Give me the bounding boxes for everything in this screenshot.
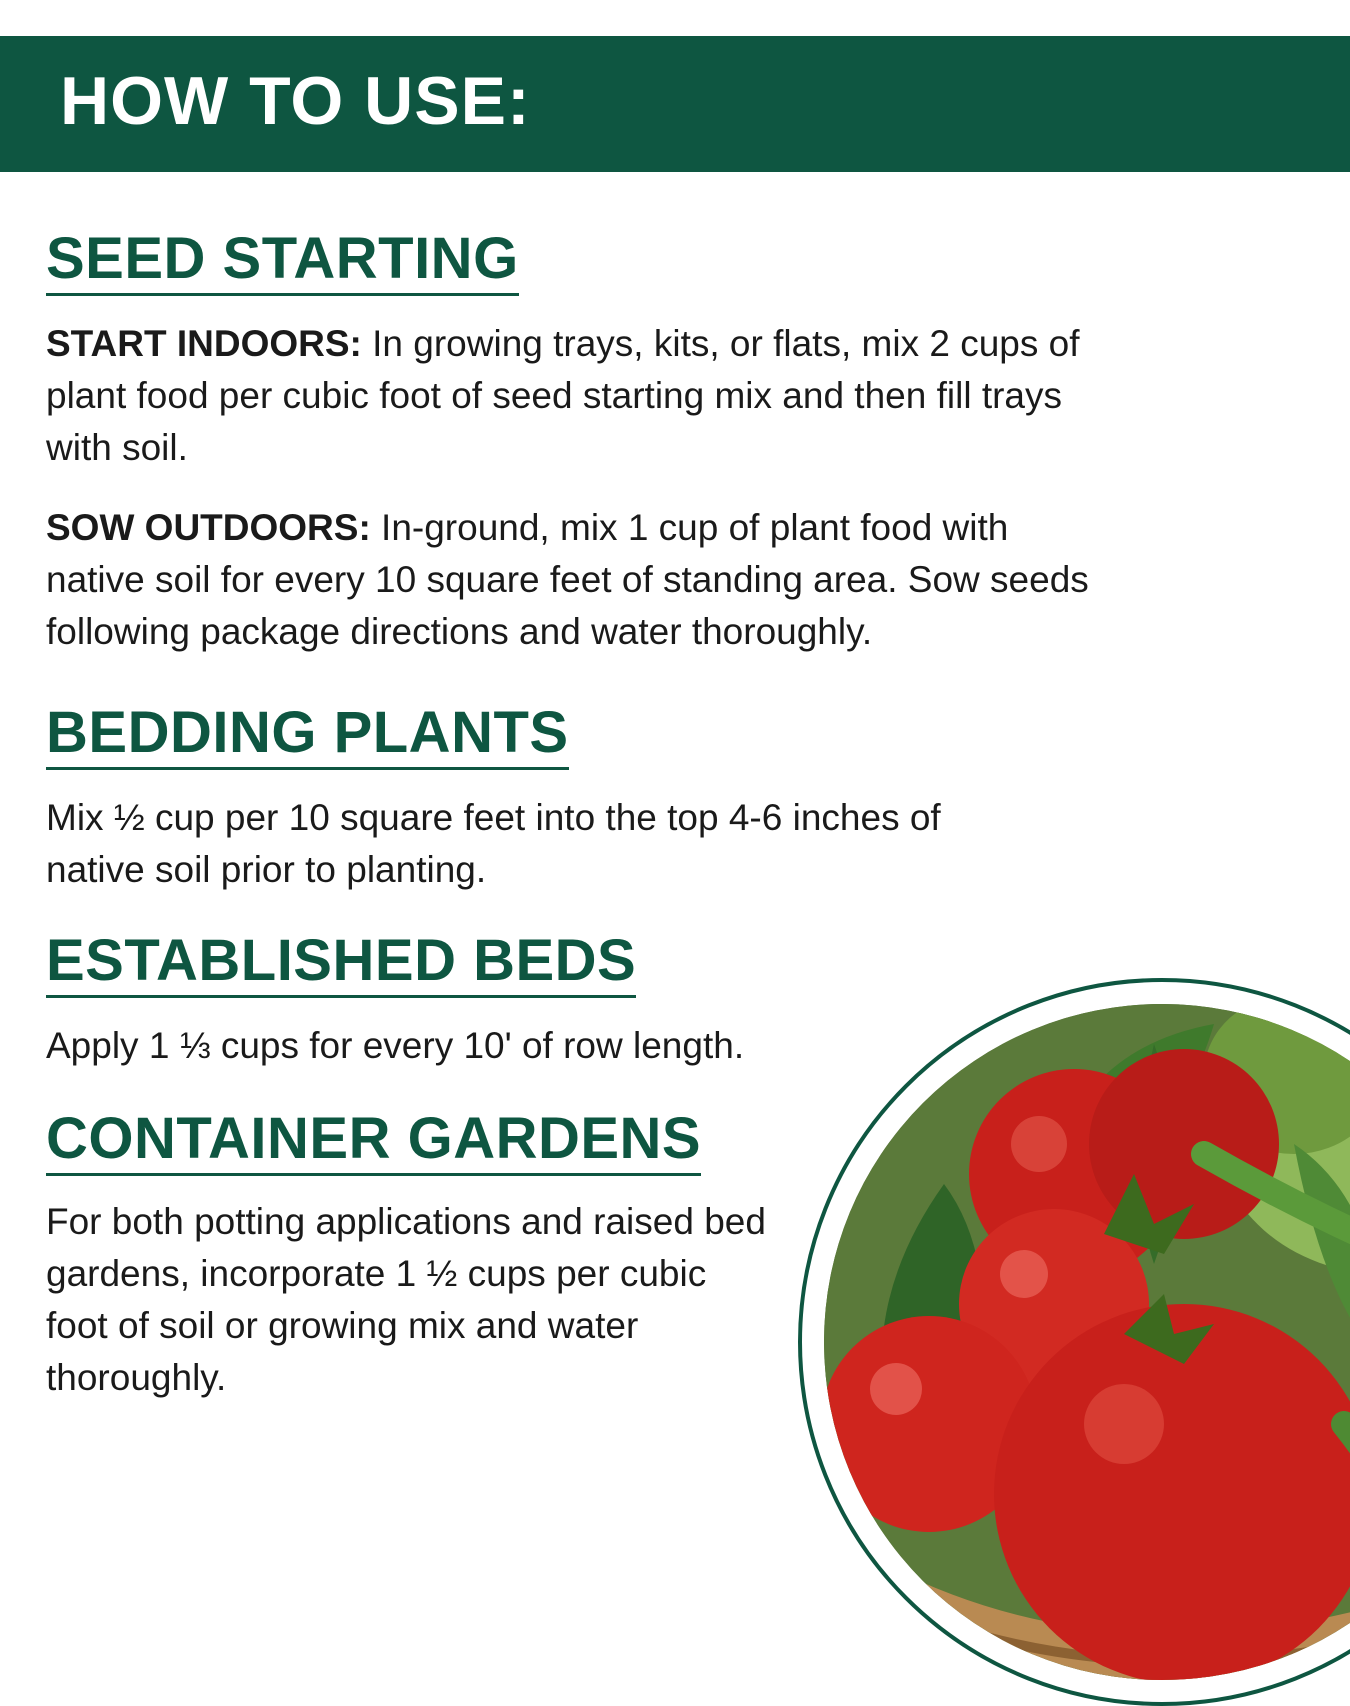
heading-container-gardens: CONTAINER GARDENS (46, 1108, 701, 1176)
vegetable-basket-photo (824, 1004, 1350, 1680)
heading-bedding-plants: BEDDING PLANTS (46, 702, 569, 770)
start-indoors-body: In growing trays, kits, or flats, mix 2 cups of plant food per cubic foot of seed starting mix and then fill trays with soil. (46, 323, 1080, 468)
start-indoors-text (46, 318, 1136, 474)
heading-seed-starting: SEED STARTING (46, 228, 519, 296)
page-title: HOW TO USE: (60, 63, 531, 139)
header-banner (0, 36, 1350, 172)
sow-outdoors-label: SOW OUTDOORS: (46, 507, 371, 548)
sow-outdoors-text (46, 502, 1096, 658)
sow-outdoors-body: In-ground, mix 1 cup of plant food with native soil for every 10 square feet of standing area. Sow seeds following package directions and water thoroughly. (46, 507, 1089, 652)
bedding-plants-text: Mix ½ cup per 10 square feet into the top 4-6 inches of native soil prior to planting. (46, 797, 941, 890)
heading-established-beds: ESTABLISHED BEDS (46, 930, 636, 998)
start-indoors-label: START INDOORS: (46, 323, 362, 364)
vegetable-illustration (824, 1004, 1350, 1680)
established-beds-text: Apply 1 ⅓ cups for every 10' of row length. (46, 1025, 745, 1066)
container-gardens-text: For both potting applications and raised bed gardens, incorporate 1 ½ cups per cubic foot of soil or growing mix and water thoroughly. (46, 1201, 766, 1398)
